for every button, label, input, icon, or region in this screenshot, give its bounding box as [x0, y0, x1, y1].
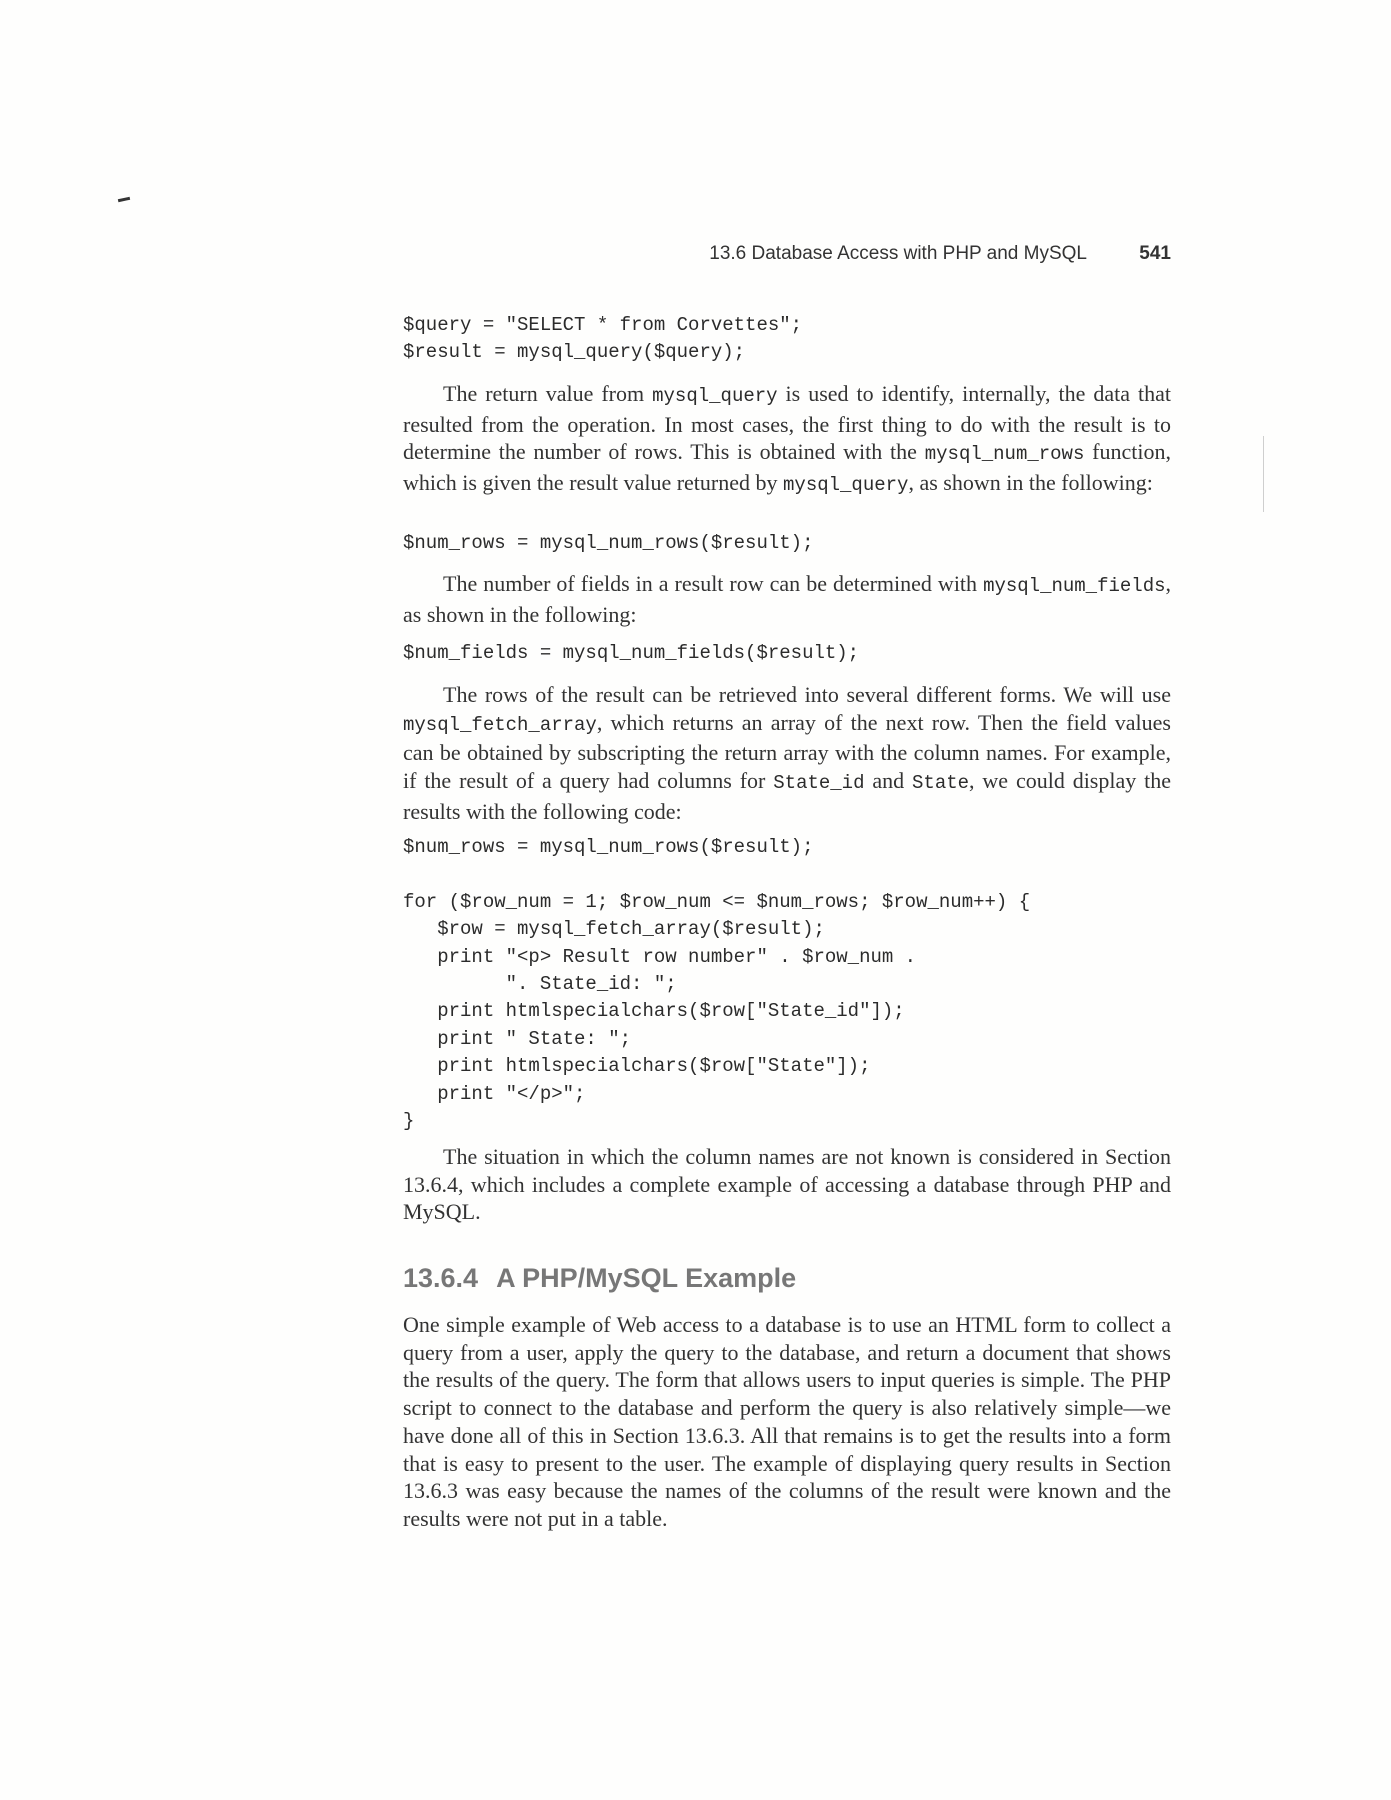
page-number: 541: [1139, 243, 1171, 264]
paragraph-situation: The situation in which the column names are not known is considered in Section 13.6.4, which includes a complete example of accessing a database through PHP and MySQL.: [403, 1144, 1171, 1225]
code-inline: mysql_query: [783, 474, 909, 497]
text: function, which is given the result value returned by: [403, 439, 1171, 496]
scan-mark: [118, 197, 130, 202]
code-inline: mysql_num_rows: [924, 443, 1085, 466]
text: The return value from: [443, 381, 653, 406]
paragraph-example-intro: One simple example of Web access to a database is to use an HTML form to collect a query from a user, apply the query to the database, and return a document that shows the results of the query. The form that allows users to input queries is simple. The PHP script to connect to the database and perform the query is also relatively simple—we have done all of this in Section 13.6.3. All that remains is to get the results into a form that is easy to present to the user. The example of displaying query results in Section 13.6.3 was easy because the names of the columns of the result were known and the results were not put in a table.: [403, 1312, 1171, 1531]
text: , we could display the results with the following code:: [403, 768, 1172, 824]
paragraph-fetch-array: [403, 681, 1171, 826]
running-head: [403, 243, 1171, 271]
code-block-num-rows: $num_rows = mysql_num_rows($result);: [403, 532, 814, 554]
text: , which returns an array of the next row. Then the field values can be obtained by subscripting the return array with the column names. For example, if the result of a query had columns for: [403, 709, 1171, 794]
code-block-loop: $num_rows = mysql_num_rows($result); for ($row_num = 1; $row_num <= $num_rows; $row_num++) { $row = mysql_fetch_array($result); print "<p> Result row number" . $row_num . ". State_id: "; print htmlspecialchars($row["State_id"]); print " State: "; print htmlspecialchars($row["State"]); print "</p>"; }: [403, 836, 1031, 1133]
text: , as shown in the following:: [403, 571, 1171, 627]
code-inline: State_id: [773, 772, 865, 795]
code-block-query: $query = "SELECT * from Corvettes"; $result = mysql_query($query);: [403, 314, 803, 364]
text: and: [864, 768, 913, 794]
text: , as shown in the following:: [908, 470, 1153, 496]
running-head-section: 13.6 Database Access with PHP and MySQL: [709, 243, 1087, 264]
paragraph-num-fields: [403, 570, 1171, 628]
margin-line: [1263, 436, 1264, 512]
section-number: 13.6.4: [403, 1263, 479, 1293]
section-heading: [403, 1263, 796, 1294]
code-inline: mysql_num_fields: [983, 575, 1166, 597]
text: The rows of the result can be retrieved into several different forms. We will use: [443, 682, 1171, 707]
text: is used to identify, internally, the data that resulted from the operation. In most cases, the first thing to do with the result is to determine the number of rows. This is obtained with the: [403, 381, 1172, 465]
section-title: A PHP/MySQL Example: [496, 1263, 797, 1293]
code-inline: mysql_fetch_array: [403, 713, 597, 736]
code-inline: mysql_query: [652, 385, 778, 407]
paragraph-return-value: [403, 380, 1171, 500]
code-block-num-fields: $num_fields = mysql_num_fields($result);: [403, 642, 860, 664]
text: The number of fields in a result row can be determined with: [443, 571, 984, 596]
code-inline: State: [912, 772, 970, 795]
